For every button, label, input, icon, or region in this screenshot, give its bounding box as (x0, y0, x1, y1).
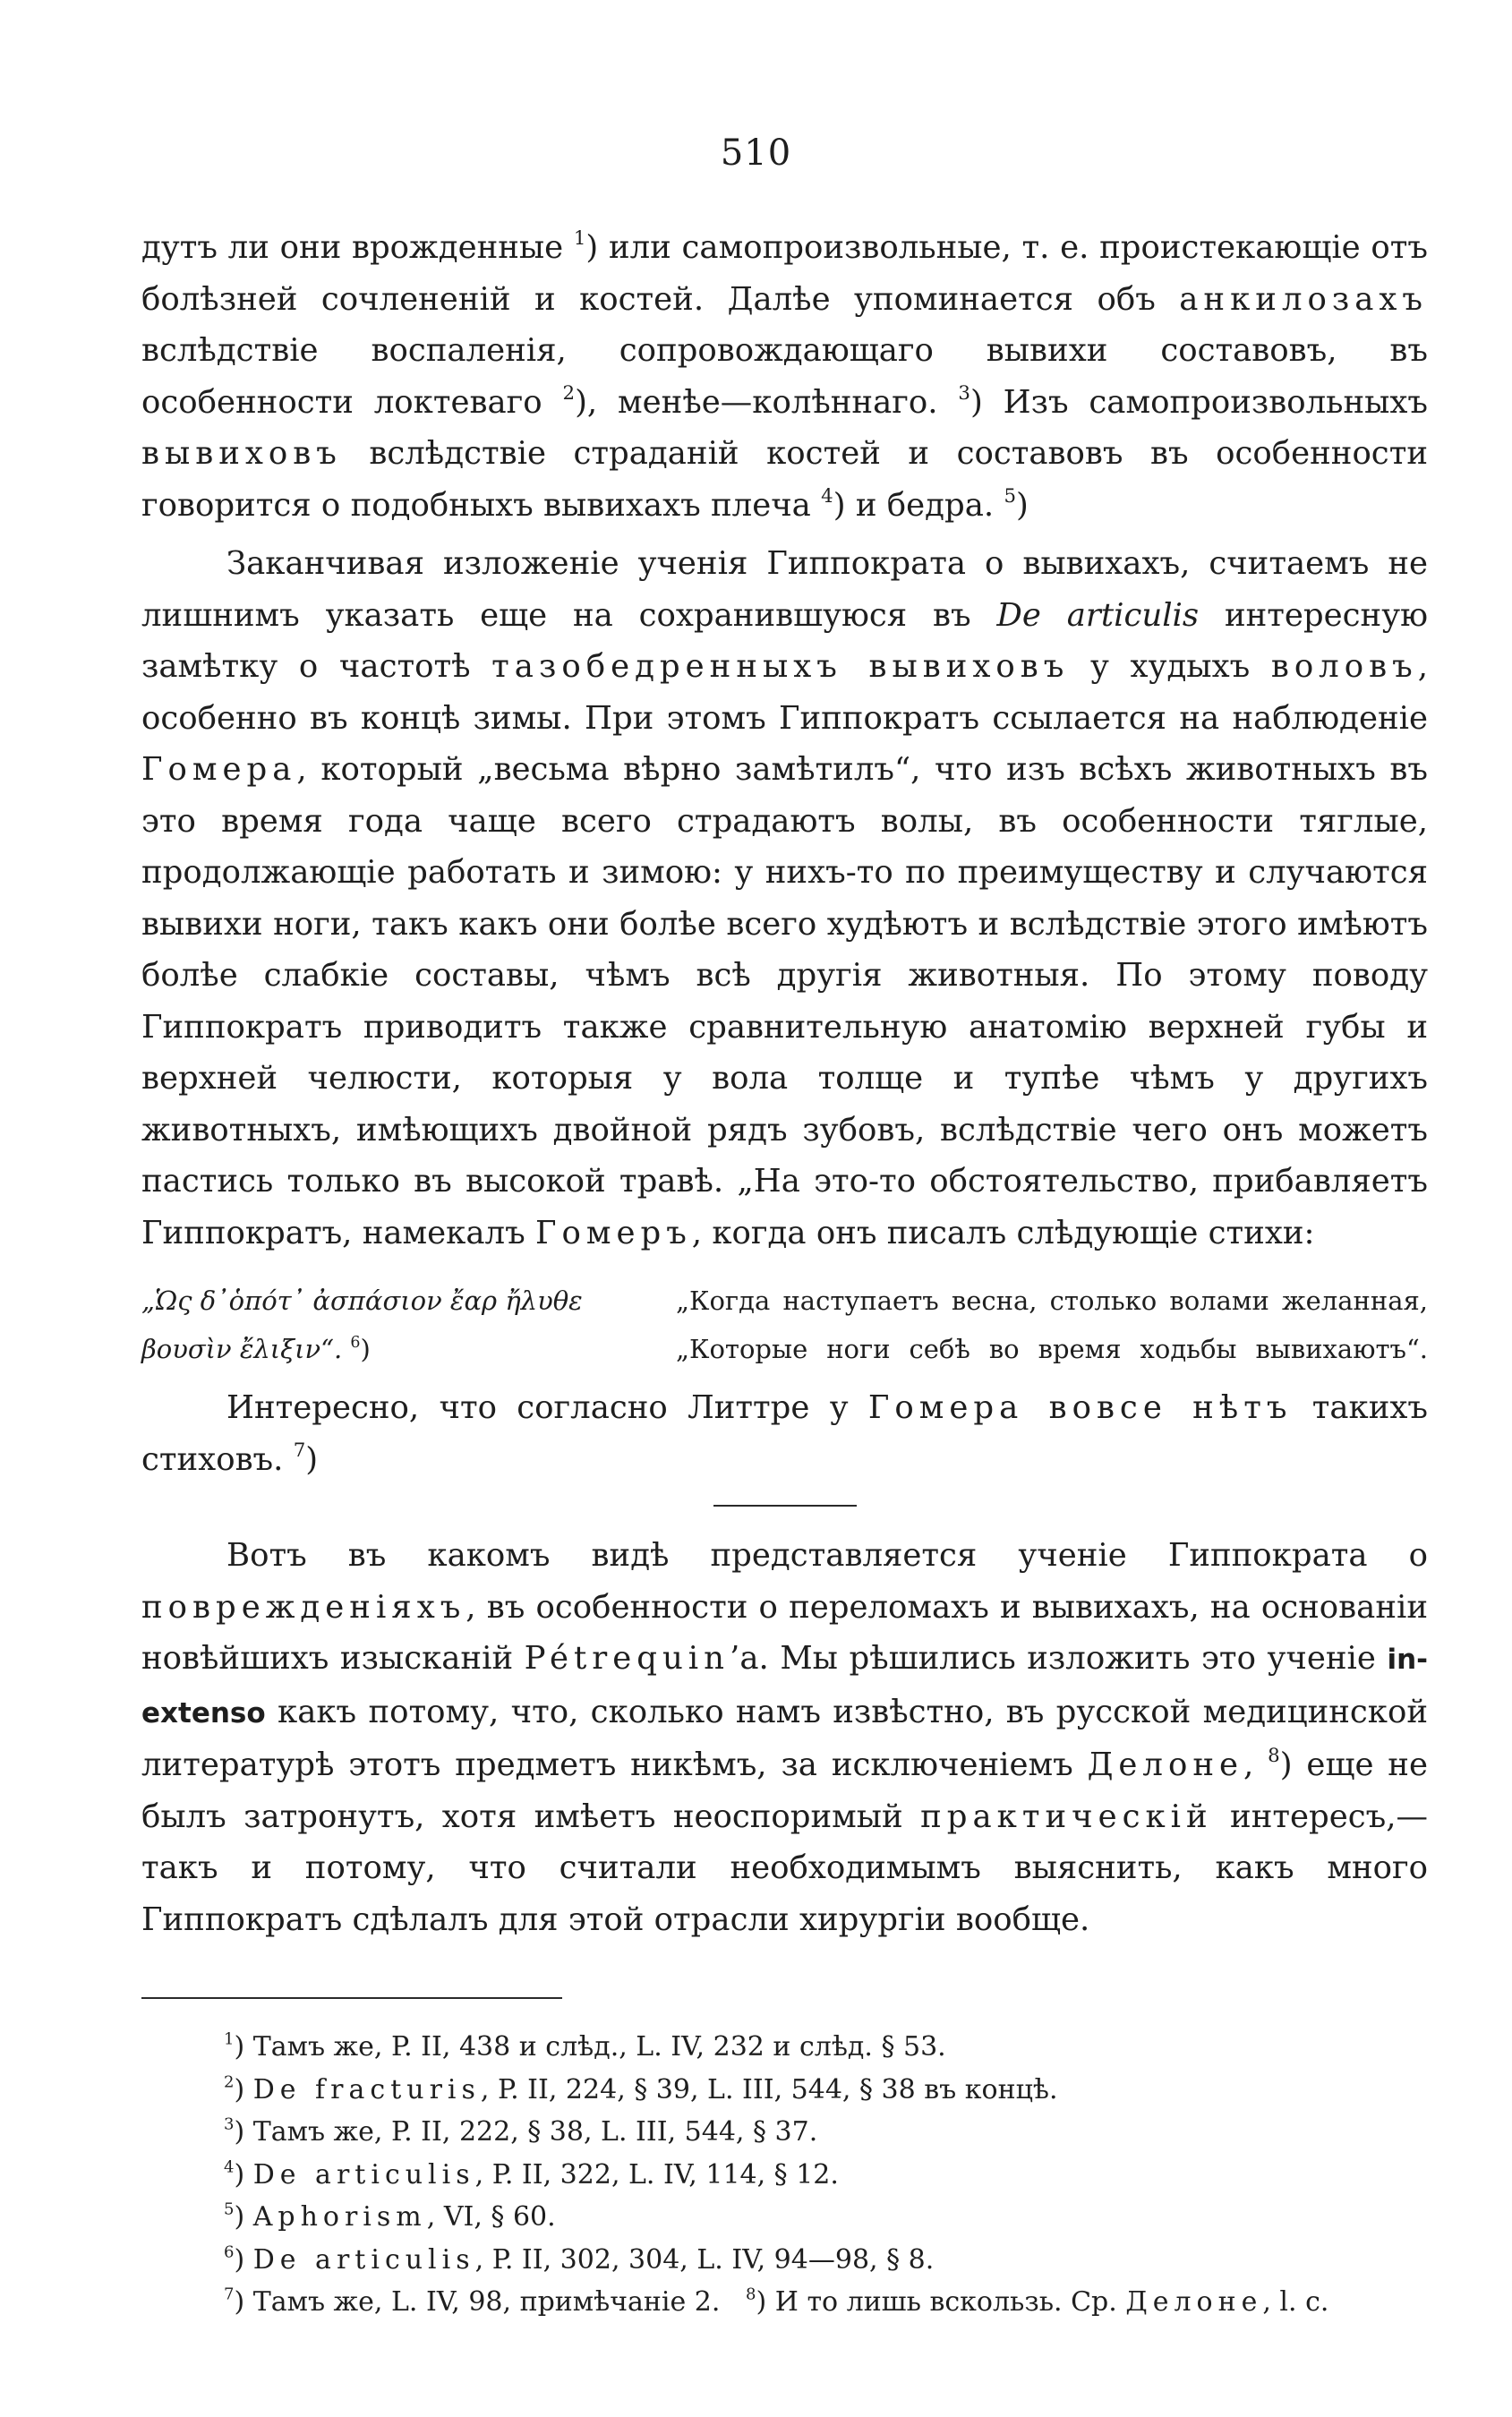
section-divider (713, 1505, 857, 1507)
footnote-mark: 2 (224, 2071, 235, 2091)
text-run: , особенно въ концѣ зимы. При этомъ Гиппократъ ссылается на наблюденіе (141, 648, 1428, 737)
spaced-term: вывиховъ (141, 435, 342, 472)
footnote-text: , l. c. (1262, 2286, 1329, 2318)
spaced-term: Гомера (141, 751, 297, 788)
text-run: какъ потому, что, сколько намъ извѣстно, въ русской медицинской литературѣ этотъ предметъ никѣмъ, за исключеніемъ (141, 1693, 1428, 1783)
footnote-mark: 4 (224, 2157, 235, 2176)
spaced-term: De articulis (252, 2158, 475, 2191)
paragraph-1 (141, 222, 1428, 531)
footnote-ref[interactable]: 5 (1004, 484, 1017, 508)
greek-line-1: „Ὡς δ᾽ὁπότ᾽ ἀσπάσιον ἔαρ ἤλυθε (141, 1285, 583, 1316)
text-run: , когда онъ писалъ слѣдующіе стихи: (691, 1214, 1315, 1251)
footnote-ref[interactable]: 6 (350, 1333, 361, 1352)
text-run: ) (305, 1440, 319, 1478)
verse-quote (141, 1277, 1428, 1373)
footnote-mark: 3 (224, 2114, 235, 2134)
footnote-text: Тамъ же, P. II, 222, § 38, L. III, 544, § 37. (244, 2116, 818, 2148)
footnote-7-8 (224, 2281, 1428, 2324)
text-run: ) Изъ самопроизвольныхъ (970, 383, 1429, 421)
footnote-mark: 1 (224, 2029, 235, 2049)
text-run: ) (234, 2158, 245, 2191)
footnote-ref[interactable]: 8 (1268, 1745, 1280, 1768)
footnote-2 (224, 2069, 1428, 2112)
text-run: ’а. Мы рѣшились изложить это ученіе (730, 1640, 1388, 1677)
footnote-text: , VI, § 60. (426, 2201, 556, 2233)
footnote-text: , P. II, 224, § 39, L. III, 544, § 38 въ концѣ. (480, 2073, 1058, 2105)
footnote-1 (224, 2026, 1428, 2069)
spaced-term: Гомеръ (534, 1214, 692, 1251)
text-run: ) (234, 2243, 245, 2276)
spaced-term: De fracturis (252, 2073, 481, 2105)
page-body (141, 222, 1428, 2324)
text-run: βουσὶν ἔλιξιν“. (141, 1334, 343, 1364)
text-run: у худыхъ (1069, 648, 1271, 685)
text-run: ) или самопроизвольные, т. е. проистекающіе отъ болѣзней сочлененій и костей. Далѣе упоминается объ (141, 229, 1428, 318)
text-run: ) (1016, 486, 1029, 524)
text-run: ) (234, 2201, 245, 2233)
text-run: вслѣдствіе воспаленія, сопровождающаго вывихи составовъ, въ особенности локтеваго (141, 332, 1428, 421)
footnote-mark: 7 (224, 2285, 235, 2304)
text-run: интересную замѣтку о частотѣ (141, 596, 1429, 685)
greek-line-2 (141, 1325, 643, 1373)
footnote-mark: 8 (746, 2285, 756, 2304)
text-run: ) (756, 2286, 767, 2318)
footnote-divider (141, 1997, 562, 1999)
text-run: вслѣдствіе страданій костей и составовъ въ особенности говорится о подобныхъ вывихахъ плеча (141, 435, 1428, 524)
text-run: ), менѣе—колѣннаго. (575, 383, 959, 421)
italic-title: De articulis (996, 596, 1200, 634)
verse-greek (141, 1277, 643, 1373)
text-run: ) (360, 1334, 371, 1364)
text-run: , который „весьма вѣрно замѣтилъ“, что изъ всѣхъ животныхъ въ это время года чаще всего страдаютъ волы, въ особенности тяглые, продолжающіе работать и зимою: у нихъ-то по преимуществу и случаются вывихи ноги, такъ какъ они болѣе всего худѣютъ и вслѣдствіе этого имѣютъ болѣе слабкіе составы, чѣмъ всѣ другія животныя. По этому поводу Гиппократъ приводитъ также сравнительную анатомію верхней губы и верхней челюсти, которыя у вола толще и тупѣе чѣмъ у другихъ животныхъ, имѣющихъ двойной рядъ зубовъ, вслѣдствіе чего онъ можетъ пастись только въ высокой травѣ. „На это-то обстоятельство, прибавляетъ Гиппократъ, намекалъ (141, 751, 1428, 1251)
spaced-term: практическій (920, 1798, 1213, 1835)
text-run: дутъ ли они врожденные (141, 229, 574, 266)
text-run: , (1243, 1747, 1269, 1783)
footnote-5 (224, 2196, 1428, 2239)
text-run: ) (234, 2073, 245, 2105)
footnote-mark: 5 (224, 2199, 235, 2219)
footnote-text: И то лишь вскользь. Ср. (766, 2286, 1126, 2318)
spaced-term: тазобедренныхъ вывиховъ (491, 648, 1070, 685)
paragraph-4 (141, 1530, 1428, 1945)
footnote-6 (224, 2239, 1428, 2282)
spaced-term: поврежденіяхъ (141, 1588, 466, 1626)
footnote-3 (224, 2111, 1428, 2154)
spaced-term: воловъ (1270, 648, 1418, 685)
spaced-term: Делоне (1125, 2286, 1263, 2318)
footnote-4 (224, 2154, 1428, 2197)
footnote-ref[interactable]: 1 (573, 227, 586, 251)
footnote-text: Тамъ же, L. IV, 98, примѣчаніе 2. (244, 2286, 747, 2318)
spaced-term: Aphorism (252, 2201, 427, 2233)
footnote-ref[interactable]: 2 (562, 381, 576, 405)
footnote-text: , P. II, 302, 304, L. IV, 94—98, § 8. (474, 2243, 935, 2276)
footnote-text: , P. II, 322, L. IV, 114, § 12. (474, 2158, 839, 2191)
spaced-term: анкилозахъ (1179, 280, 1428, 318)
footnote-mark: 6 (224, 2242, 235, 2261)
text-run: ) и бедра. (833, 486, 1004, 524)
footnote-ref[interactable]: 4 (821, 484, 833, 508)
spaced-term: Pétrequin (524, 1640, 730, 1677)
paragraph-3 (141, 1382, 1428, 1485)
verse-russian (676, 1277, 1428, 1373)
footnote-ref[interactable]: 7 (293, 1439, 306, 1462)
page-number: 510 (720, 132, 792, 174)
russian-line-2: „Которые ноги себѣ во время ходьбы вывихаютъ“. (676, 1334, 1428, 1364)
text-run: Интересно, что согласно Литтре у (226, 1389, 868, 1426)
russian-line-1: „Когда наступаетъ весна, столько волами желанная, (676, 1285, 1428, 1316)
text-run: ) (234, 2286, 245, 2318)
text-run: Вотъ въ какомъ видѣ представляется ученіе Гиппократа о (226, 1537, 1428, 1574)
paragraph-2 (141, 538, 1428, 1259)
footnote-ref[interactable]: 3 (958, 381, 970, 405)
text-run: ) (234, 2031, 245, 2063)
text-run: ) еще не былъ затронутъ, хотя имѣетъ неоспоримый (141, 1747, 1428, 1835)
spaced-term: De articulis (252, 2243, 475, 2276)
footnote-text: Тамъ же, P. II, 438 и слѣд., L. IV, 232 и слѣд. § 53. (244, 2031, 946, 2063)
text-run: , въ особенности о переломахъ и вывихахъ, на основаніи новѣйшихъ изысканій (141, 1588, 1428, 1677)
spaced-term: Гомера вовсе нѣтъ (867, 1389, 1293, 1426)
text-run: ) (234, 2116, 245, 2148)
text-run: такихъ стиховъ. (141, 1389, 1428, 1478)
latin-term: in-extenso (141, 1644, 1429, 1729)
footnotes (224, 2026, 1428, 2324)
text-run: интересъ,—такъ и потому, что считали необходимымъ выяснить, какъ много Гиппократъ сдѣлалъ для этой отрасли хирургіи вообще. (141, 1798, 1428, 1938)
spaced-term: Делоне (1087, 1747, 1244, 1783)
text-run: Заканчивая изложеніе ученія Гиппократа о вывихахъ, считаемъ не лишнимъ указать еще на сохранившуюся въ (141, 545, 1428, 634)
